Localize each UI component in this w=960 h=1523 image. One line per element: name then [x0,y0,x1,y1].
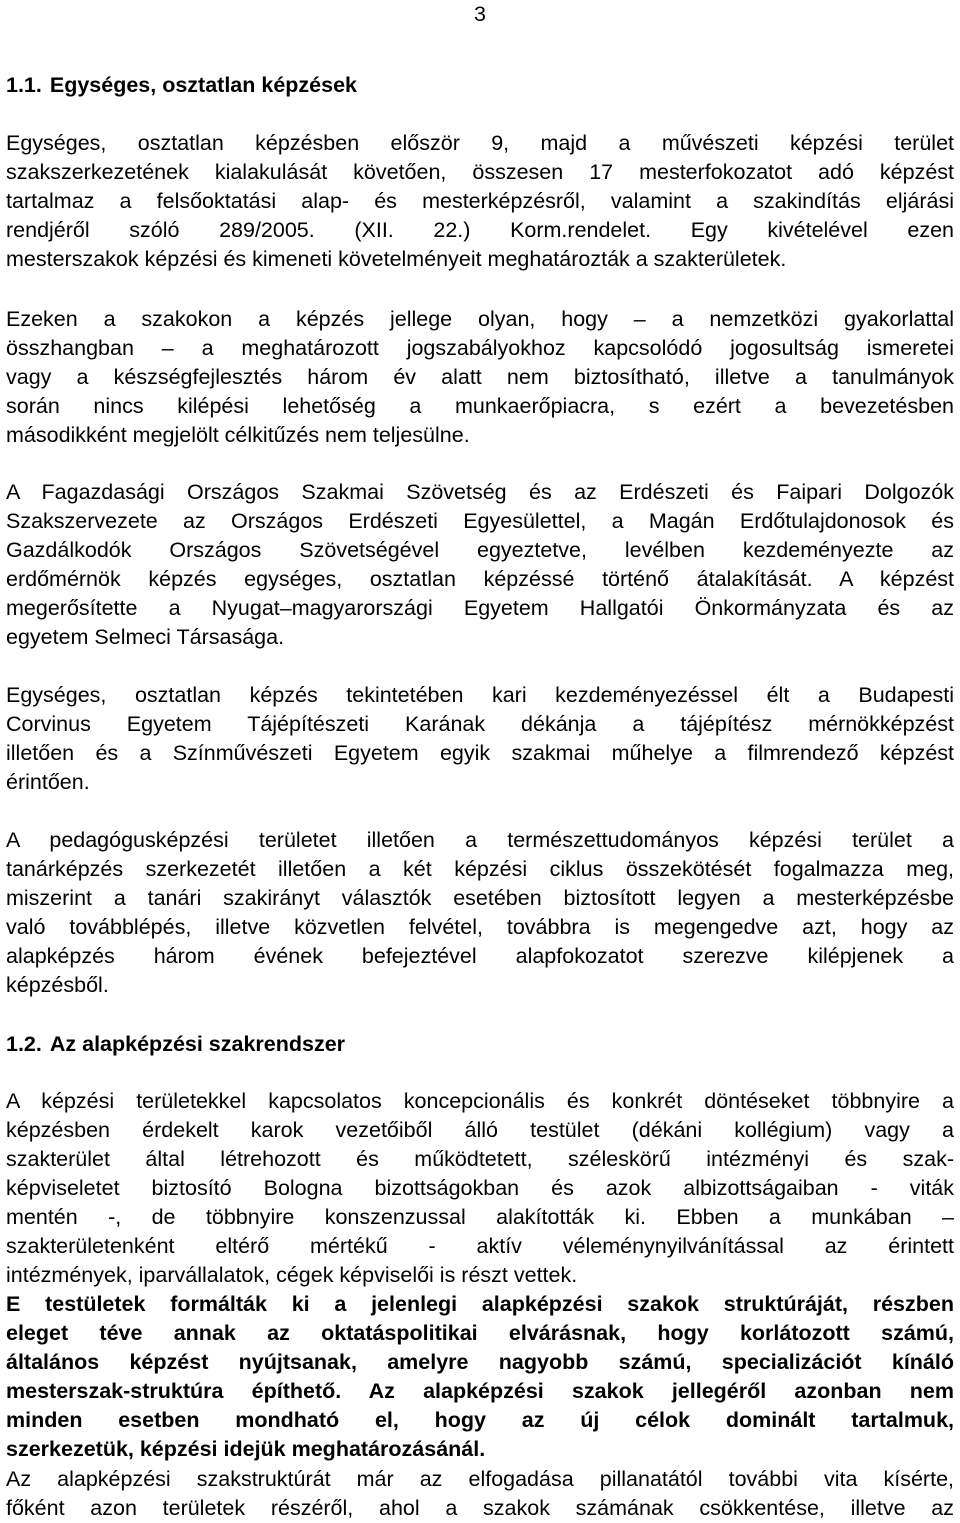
section-heading-1-2 [6,1031,345,1057]
text-line: Szakszervezete az Országos Erdészeti Egyesülettel, a Magán Erdőtulajdonosok és [6,509,954,533]
text-line: szakterület által létrehozott és működtetett, széleskörű intézményi és szak- [6,1147,954,1171]
text-line: eleget téve annak az oktatáspolitikai elvárásnak, hogy korlátozott számú, [6,1321,954,1345]
text-line: képviseletet biztosító Bologna bizottságokban és azok albizottságaiban - viták [6,1176,954,1200]
section-title: Egységes, osztatlan képzések [49,73,357,97]
section-heading-1-1 [6,72,357,98]
text-line: főként azon területek részéről, ahol a szakok számának csökkentése, illetve az [6,1496,954,1520]
text-line: miszerint a tanári szakirányt választók esetében biztosított legyen a mesterképzésbe [6,886,954,910]
text-line: Ezeken a szakokon a képzés jellege olyan, hogy – a nemzetközi gyakorlattal [6,307,954,331]
text-line: szakszerkezetének kialakulását követően, összesen 17 mesterfokozatot adó képzést [6,160,954,184]
text-line: erdőmérnök képzés egységes, osztatlan képzéssé történő átalakítását. A képzést [6,567,954,591]
paragraph-8 [6,1465,954,1523]
text-line: minden esetben mondható el, hogy az új célok dominált tartalmuk, [6,1408,954,1432]
text-line: képzésből. [6,973,109,997]
text-line: során nincs kilépési lehetőség a munkaerőpiacra, s ezért a bevezetésben [6,394,954,418]
page-number: 3 [474,2,486,26]
paragraph-3 [6,478,954,652]
text-line: tanárképzés szerkezetét illetően a két képzési ciklus összekötését fogalmazza meg, [6,857,954,881]
paragraph-1 [6,129,954,274]
paragraph-6 [6,1087,954,1290]
text-line: E testületek formálták ki a jelenlegi alapképzési szakok struktúráját, részben [6,1292,954,1316]
text-line: Gazdálkodók Országos Szövetségével egyeztetve, levélben kezdeményezte az [6,538,954,562]
paragraph-5 [6,826,954,1000]
text-line: Corvinus Egyetem Tájépítészeti Karának dékánja a tájépítész mérnökképzést [6,712,954,736]
text-line: alapképzés három évének befejeztével alapfokozatot szerezve kilépjenek a [6,944,954,968]
text-line: mesterszakok képzési és kimeneti követelményeit meghatározták a szakterületek. [6,247,787,271]
section-number: 1.2. [6,1032,42,1056]
text-line: másodikként megjelölt célkitűzés nem teljesülne. [6,423,470,447]
text-line: Az alapképzési szakstruktúrát már az elfogadása pillanatától további vita kísérte, [6,1467,954,1491]
text-line: A pedagógusképzési területet illetően a természettudományos képzési terület a [6,828,954,852]
text-line: mesterszak-struktúra építhető. Az alapképzési szakok jellegéről azonban nem [6,1379,954,1403]
section-number: 1.1. [6,73,42,97]
text-line: érintően. [6,770,90,794]
text-line: szakterületenként eltérő mértékű - aktív véleménynyilvánítással az érintett [6,1234,954,1258]
text-line: A Fagazdasági Országos Szakmai Szövetség és az Erdészeti és Faipari Dolgozók [6,480,954,504]
text-line: Egységes, osztatlan képzés tekintetében kari kezdeményezéssel élt a Budapesti [6,683,954,707]
paragraph-2 [6,305,954,450]
paragraph-4 [6,681,954,797]
text-line: képzésben érdekelt karok vezetőiből álló testület (dékáni kollégium) vagy a [6,1118,954,1142]
text-line: Egységes, osztatlan képzésben először 9, majd a művészeti képzési terület [6,131,954,155]
text-line: általános képzést nyújtsanak, amelyre nagyobb számú, specializációt kínáló [6,1350,954,1374]
text-line: való továbblépés, illetve közvetlen felvétel, továbbra is megengedve azt, hogy az [6,915,954,939]
text-line: vagy a készségfejlesztés három év alatt nem biztosítható, illetve a tanulmányok [6,365,954,389]
text-line: szerkezetük, képzési idejük meghatározásánál. [6,1437,486,1461]
text-line: egyetem Selmeci Társasága. [6,625,285,649]
text-line: összhangban – a meghatározott jogszabályokhoz kapcsolódó jogosultság ismeretei [6,336,954,360]
paragraph-7-emphasis [6,1290,954,1464]
section-title: Az alapképzési szakrendszer [49,1032,346,1056]
text-line: megerősítette a Nyugat–magyarországi Egyetem Hallgatói Önkormányzata és az [6,596,954,620]
text-line: tartalmaz a felsőoktatási alap- és mesterképzésről, valamint a szakindítás eljárási [6,189,954,213]
text-line: rendjéről szóló 289/2005. (XII. 22.) Korm.rendelet. Egy kivételével ezen [6,218,954,242]
text-line: illetően és a Színművészeti Egyetem egyik szakmai műhelye a filmrendező képzést [6,741,954,765]
text-line: mentén -, de többnyire konszenzussal alakították ki. Ebben a munkában – [6,1205,954,1229]
text-line: A képzési területekkel kapcsolatos koncepcionális és konkrét döntéseket többnyire a [6,1089,954,1113]
text-line: intézmények, iparvállalatok, cégek képviselői is részt vettek. [6,1263,578,1287]
